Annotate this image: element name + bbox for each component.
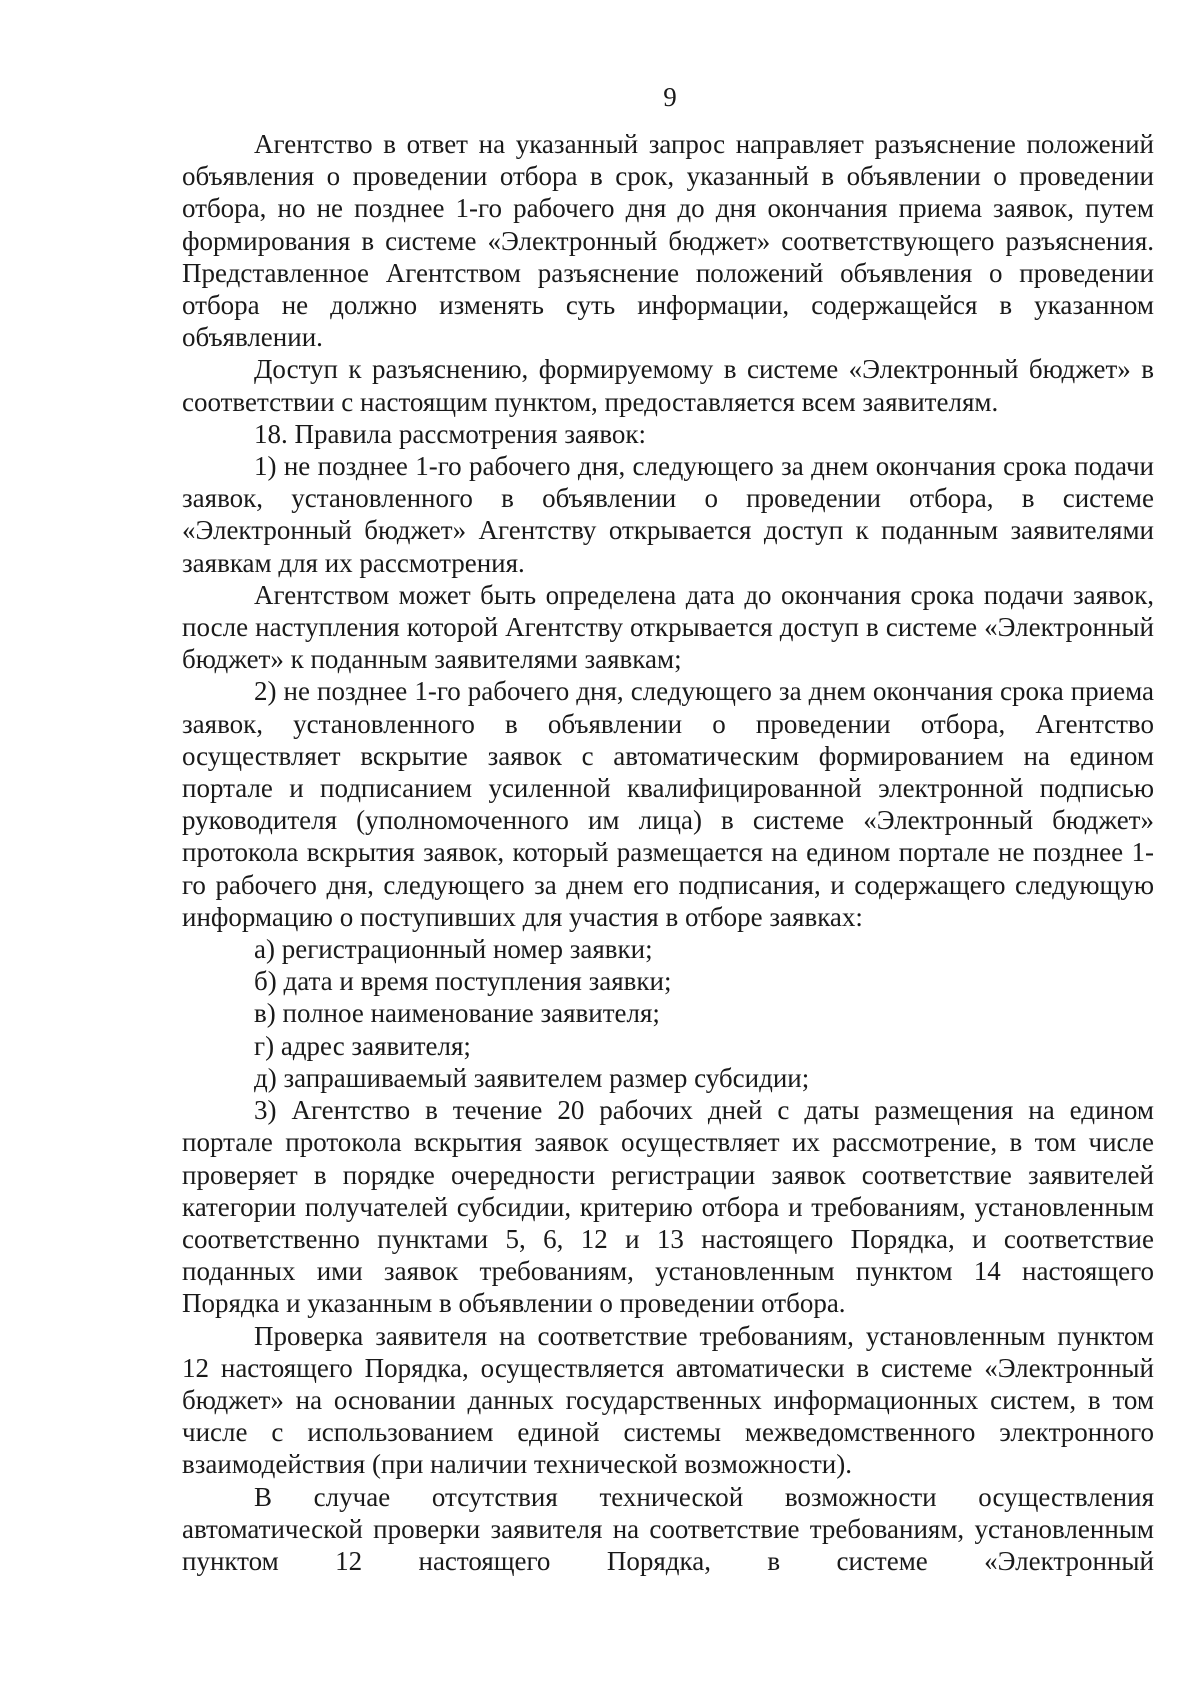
page-number: 9 (663, 82, 677, 112)
paragraph-no-technical-possibility: В случае отсутствия технической возможности осуществления автоматической проверки заявителя на соответствие требованиям, установленным пунктом 12 настоящего Порядка, в системе «Электронный (182, 1481, 1154, 1576)
sub-item-b: б) дата и время поступления заявки; (254, 966, 672, 997)
sub-item-g: г) адрес заявителя; (254, 1030, 471, 1061)
document-body (182, 128, 1154, 1577)
paragraph-access: Доступ к разъяснению, формируемому в системе «Электронный бюджет» в соответствии с настоящим пунктом, предоставляется всем заявителям. (182, 354, 1154, 417)
list-item-3: 3) Агентство в течение 20 рабочих дней с даты размещения на едином портале протокола вскрытия заявок осуществляет их рассмотрение, в том числе проверяет в порядке очередности регистрации заявок соответствие заявителей категории получателей субсидии, критерию отбора и требованиям, установленным соответственно пунктами 5, 6, 12 и 13 настоящего Порядка, и соответствие поданных ими заявок требованиям, установленным пунктом 14 настоящего Порядка и указанным в объявлении о проведении отбора. (182, 1095, 1154, 1319)
section-heading-18: 18. Правила рассмотрения заявок: (254, 418, 647, 449)
sub-item-a: а) регистрационный номер заявки; (254, 934, 653, 965)
list-item-2: 2) не позднее 1-го рабочего дня, следующего за днем окончания срока приема заявок, установленного в объявлении о проведении отбора, Агентство осуществляет вскрытие заявок с автоматическим формированием на едином портале и подписанием усиленной квалифицированной электронной подписью руководителя (уполномоченного им лица) в системе «Электронный бюджет» протокола вскрытия заявок, который размещается на едином портале не позднее 1-го рабочего дня, следующего за днем его подписания, и содержащего следующую информацию о поступивших для участия в отборе заявках: (182, 676, 1154, 932)
list-item-1: 1) не позднее 1-го рабочего дня, следующего за днем окончания срока подачи заявок, установленного в объявлении о проведении отбора, в системе «Электронный бюджет» Агентству открывается доступ к поданным заявителями заявкам для их рассмотрения. (182, 451, 1154, 578)
sub-item-d: д) запрашиваемый заявителем размер субсидии; (254, 1062, 810, 1093)
sub-item-v: в) полное наименование заявителя; (254, 998, 660, 1029)
paragraph-clarification: Агентство в ответ на указанный запрос направляет разъяснение положений объявления о проведении отбора в срок, указанный в объявлении о проведении отбора, но не позднее 1-го рабочего дня до дня окончания приема заявок, путем формирования в системе «Электронный бюджет» соответствующего разъяснения. Представленное Агентством разъяснение положений объявления о проведении отбора не должно изменять суть информации, содержащейся в указанном объявлении. (182, 129, 1154, 353)
paragraph-verification: Проверка заявителя на соответствие требованиям, установленным пунктом 12 настоящего Порядка, осуществляется автоматически в системе «Электронный бюджет» на основании данных государственных информационных систем, в том числе с использованием единой системы межведомственного электронного взаимодействия (при наличии технической возможности). (182, 1320, 1154, 1480)
paragraph-date: Агентством может быть определена дата до окончания срока подачи заявок, после наступления которой Агентству открывается доступ в системе «Электронный бюджет» к поданным заявителями заявкам; (182, 579, 1154, 675)
